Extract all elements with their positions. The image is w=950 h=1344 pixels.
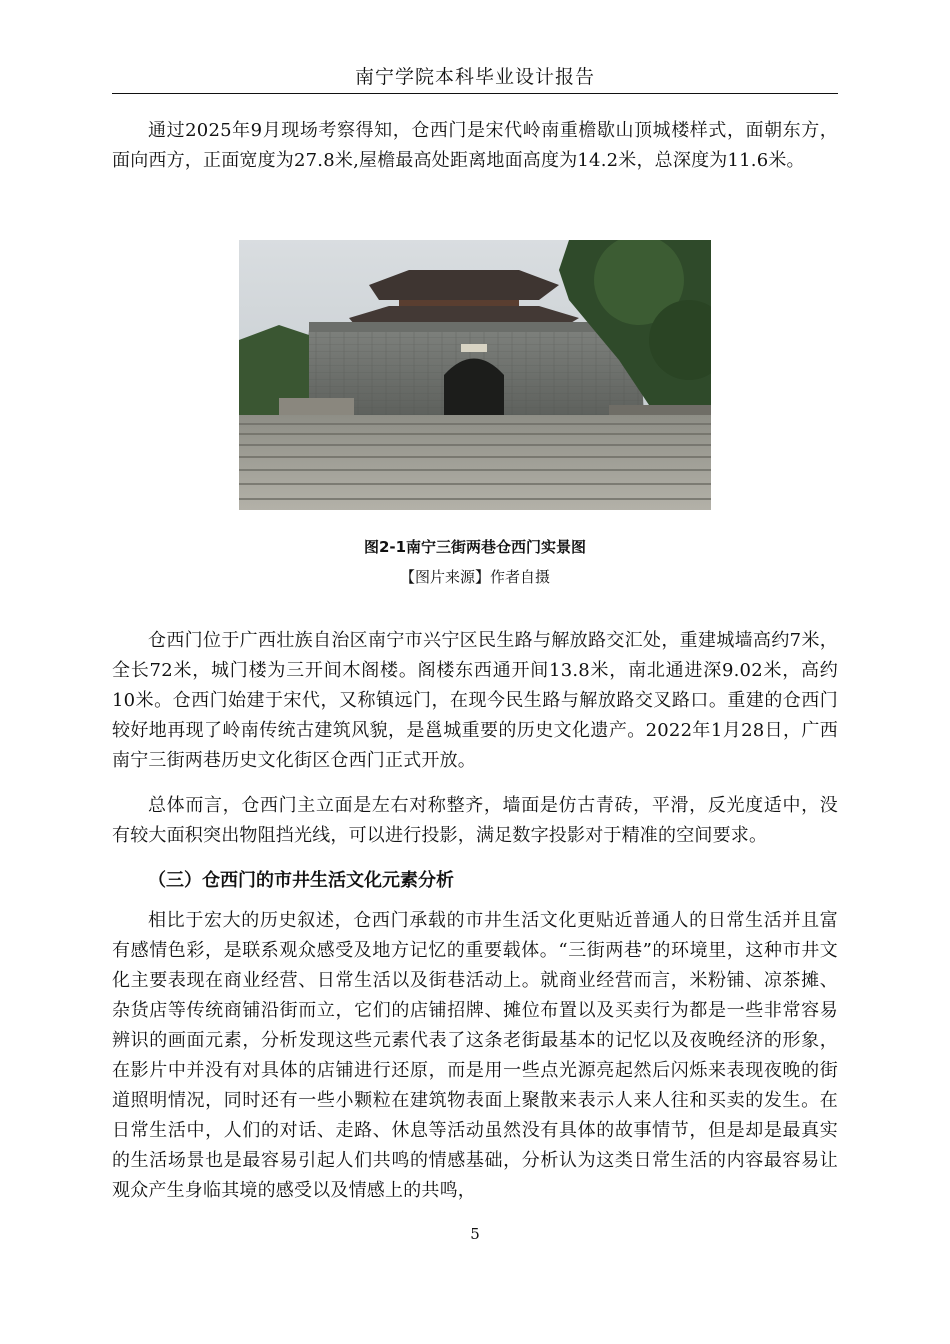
page-number: 5 (470, 1225, 480, 1243)
gate-photo-illustration (239, 240, 711, 510)
figure-caption: 图2-1南宁三街两巷仓西门实景图 (363, 538, 587, 556)
gate-arch (444, 359, 504, 416)
paragraph-location-history: 仓西门位于广西壮族自治区南宁市兴宁区民生路与解放路交汇处，重建城墙高约7米，全长72米，城门楼为三开间木阁楼。阁楼东西通开间13.8米，南北通进深9.02米，高约10米。仓西门始建于宋代，又称镇远门，在现今民生路与解放路交叉路口。重建的仓西门较好地再现了岭南传统古建筑风貌，是邕城重要的历史文化遗产。2022年1月28日，广西南宁三街两巷历史文化街区仓西门正式开放。 (112, 630, 838, 771)
paragraph-folk-culture: 相比于宏大的历史叙述，仓西门承载的市井生活文化更贴近普通人的日常生活并且富有感情色彩，是联系观众感受及地方记忆的重要载体。“三街两巷”的环境里，这种市井文化主要表现在商业经营、日常生活以及街巷活动上。就商业经营而言，米粉铺、凉茶摊、杂货店等传统商铺沿街而立，它们的店铺招牌、摊位布置以及买卖行为都是一些非常容易辨识的画面元素，分析发现这些元素代表了这条老街最基本的记忆以及夜晚经济的形象，在影片中并没有对具体的店铺进行还原，而是用一些点光源亮起然后闪烁来表现夜晚的街道照明情况，同时还有一些小颗粒在建筑物表面上聚散来表示人来人往和买卖的发生。在日常生活中，人们的对话、走路、休息等活动虽然没有具体的故事情节，但是却是最真实的生活场景也是最容易引起人们共鸣的情感基础，分析认为这类日常生活的内容最容易让观众产生身临其境的感受以及情感上的共鸣， (112, 910, 838, 1201)
header-divider (112, 93, 838, 94)
figure-photo-cangximen (239, 240, 711, 510)
section-heading: （三）仓西门的市井生活文化元素分析 (148, 870, 454, 891)
gate-plaque (461, 344, 487, 352)
figure-source: 【图片来源】作者自摄 (399, 568, 550, 586)
paragraph-summary: 总体而言，仓西门主立面是左右对称整齐，墙面是仿古青砖，平滑，反光度适中，没有较大面积突出物阻挡光线，可以进行投影，满足数字投影对于精准的空间要求。 (112, 795, 838, 846)
paragraph-site-survey: 通过2025年9月现场考察得知，仓西门是宋代岭南重檐歇山顶城楼样式，面朝东方，面向西方，正面宽度为27.8米,屋檐最高处距离地面高度为14.2米，总深度为11.6米。 (112, 120, 838, 171)
page-header: 南宁学院本科毕业设计报告 (354, 66, 595, 88)
upper-roof (369, 270, 559, 300)
stone-steps (239, 415, 711, 510)
